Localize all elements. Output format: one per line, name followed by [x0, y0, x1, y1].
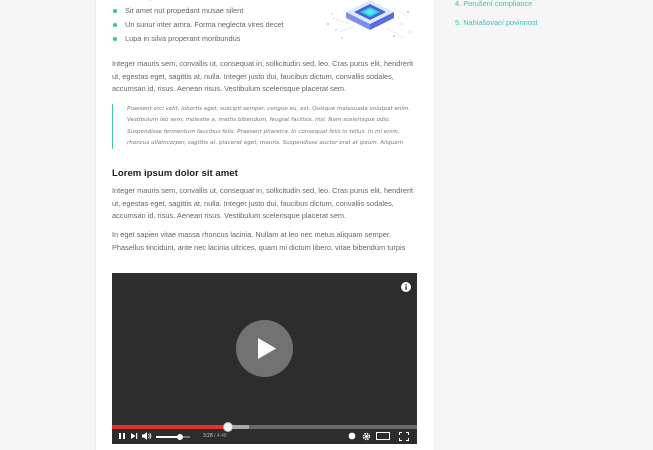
play-icon	[236, 320, 293, 377]
bullet-dot-icon	[113, 37, 117, 41]
body-paragraph: In eget sapien vitae massa rhoncus lacinia. Nullam at leo nec metus aliquam semper. Phasellus tincidunt, ante nec lacinia ultrices, quam mi dictum libero, vitae bibendum turpis	[112, 230, 406, 252]
toc-item-reporting-obligation[interactable]: 5. Nahlašovací povinnost	[455, 18, 538, 27]
article-card	[95, 0, 435, 450]
bullet-list	[112, 0, 312, 46]
time-separator: /	[214, 433, 216, 439]
next-icon[interactable]	[130, 432, 138, 440]
body-paragraph: Integer mauris sem, convallis ut, consequat in, sollicitudin sed, leo. Cras purus elit, hendrerit ut, egestas eget, sagittis at, nulla. Integer justo dui, faucibus dictum, convallis sodales, accumsan id, risus. Aenean risus. Vestibulum scelerisque placerat sem.	[112, 186, 414, 221]
bullet-dot-icon	[113, 9, 117, 13]
video-player[interactable]	[112, 273, 417, 444]
seek-bar[interactable]	[112, 425, 417, 429]
isometric-chip-illustration	[322, 0, 414, 44]
current-time: 3:28	[203, 433, 213, 439]
list-item: Un sunur inter amra. Forma neglecta vires decet	[112, 18, 312, 32]
duration: 4:48	[216, 433, 227, 439]
fullscreen-icon[interactable]	[399, 432, 409, 441]
toc-item-compliance-breach[interactable]: 4. Porušení compliance	[455, 0, 533, 8]
volume-icon[interactable]	[142, 432, 152, 440]
list-item: Lupa in silva properant moribundus	[112, 32, 312, 46]
list-item: Sit amet nut propedant musae silent	[112, 4, 312, 18]
info-icon[interactable]	[401, 279, 411, 289]
pause-icon[interactable]	[118, 432, 126, 440]
section-heading: Lorem ipsum dolor sit amet	[112, 168, 238, 179]
blockquote: Praesent orci velit, lobortis eget, suscipit semper, congue eu, est. Quisque malesuada volutpat enim. Vestibulum leo sem, molestie a, mattis bibendum, feugiat facilisis, nisl. Nam scelerisque odio. Suspendisse fermentum faucibus felis. Praesent pharetra. In consequat felis in tellus. In mi enim, rhoncus ullamcorper, sagittis at, placerat eget, mauris. Suspendisse auctor erat at ipsum. Aliquam	[112, 104, 416, 149]
time-display	[203, 433, 227, 439]
player-controls	[112, 430, 417, 444]
volume-slider[interactable]	[156, 436, 190, 438]
body-paragraph: Integer mauris sem, convallis ut, consequat in, sollicitudin sed, leo. Cras purus elit, hendrerit ut, egestas eget, sagittis at, nulla. Integer justo dui, faucibus dictum, convallis sodales, accumsan id, risus. Aenean risus. Vestibulum scelerisque placerat sem.	[112, 59, 414, 94]
play-button[interactable]	[236, 320, 293, 377]
settings-icon[interactable]	[362, 432, 371, 441]
played-bar	[112, 425, 228, 429]
volume-handle[interactable]	[177, 434, 183, 440]
miniplayer-icon[interactable]	[376, 432, 390, 440]
captions-icon[interactable]	[348, 432, 356, 440]
bullet-dot-icon	[113, 23, 117, 27]
